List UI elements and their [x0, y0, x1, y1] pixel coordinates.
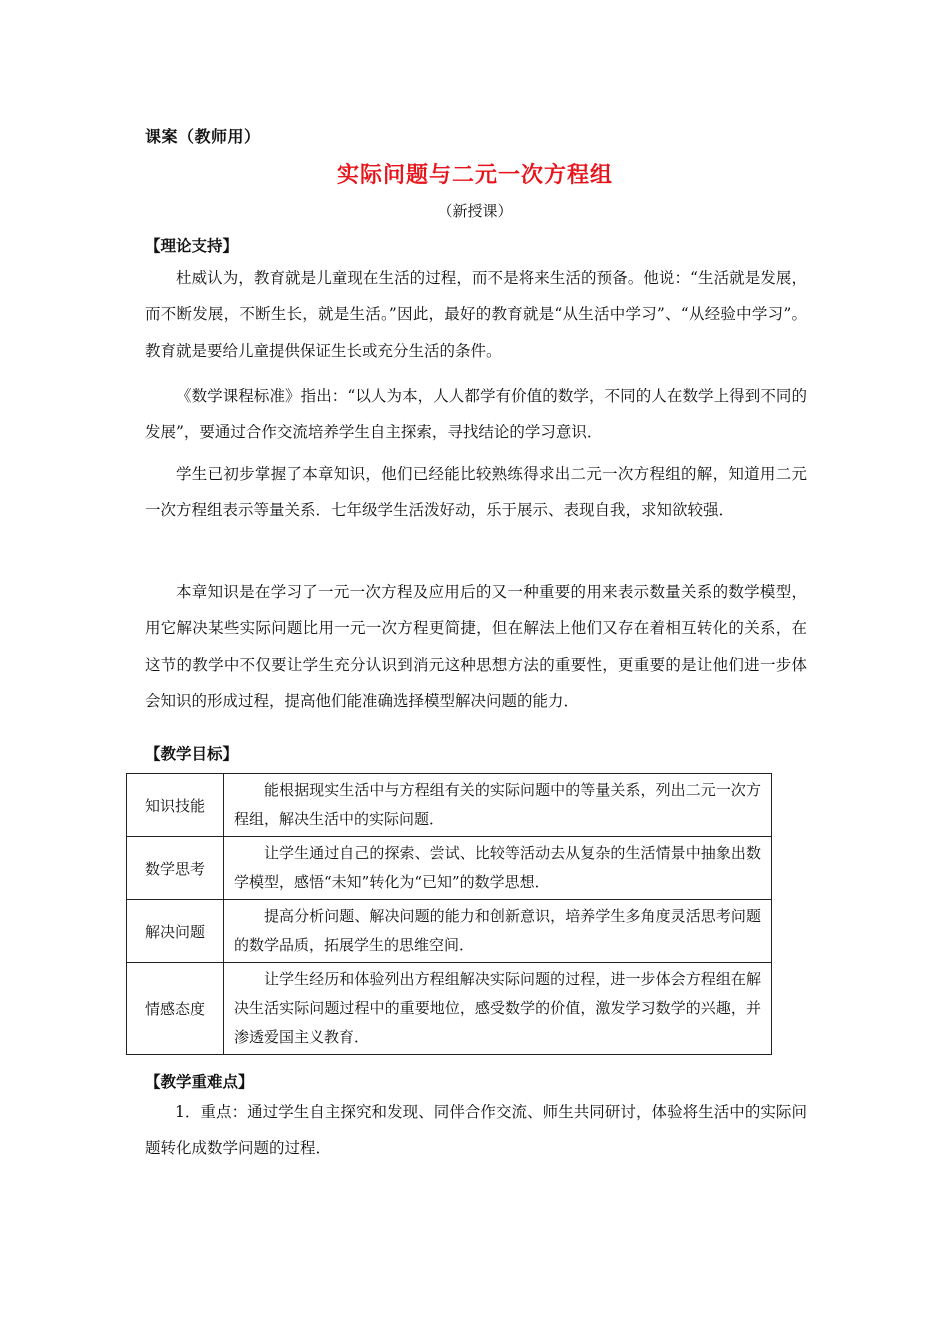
theory-paragraph: 杜威认为，教育就是儿童现在生活的过程，而不是将来生活的预备。他说：“生活就是发展，而不断发展，不断生长，就是生活。”因此，最好的教育就是“从生活中学习”、“从经验中学习”。教育就是要给儿童提供保证生长或充分生活的条件。	[145, 269, 807, 360]
table-row	[127, 837, 772, 900]
theory-paragraph: 《数学课程标准》指出：“以人为本，人人都学有价值的数学，不同的人在数学上得到不同的发展”，要通过合作交流培养学生自主探索，寻找结论的学习意识．	[145, 387, 807, 442]
goals-heading: 【教学目标】	[145, 744, 239, 763]
table-row	[127, 900, 772, 963]
goal-description: 提高分析问题、解决问题的能力和创新意识，培养学生多角度灵活思考问题的数学品质，拓展学生的思维空间．	[224, 900, 772, 963]
goal-description: 让学生经历和体验列出方程组解决实际问题的过程，进一步体会方程组在解决生活实际问题过程中的重要地位，感受数学的价值，激发学习数学的兴趣，并渗透爱国主义教育．	[224, 963, 772, 1055]
table-row	[127, 963, 772, 1055]
goal-label: 解决问题	[127, 900, 224, 963]
lesson-subtitle: （新授课）	[437, 202, 513, 220]
key-point-item: 1．重点：通过学生自主探究和发现、同伴合作交流、师生共同研讨，体验将生活中的实际问题转化成数学问题的过程．	[145, 1103, 807, 1158]
theory-paragraph: 学生已初步掌握了本章知识，他们已经能比较熟练得求出二元一次方程组的解，知道用二元一次方程组表示等量关系．七年级学生活泼好动，乐于展示、表现自我，求知欲较强．	[145, 465, 807, 520]
goal-description: 让学生通过自己的探索、尝试、比较等活动去从复杂的生活情景中抽象出数学模型，感悟“未知”转化为“已知”的数学思想．	[224, 837, 772, 900]
theory-heading: 【理论支持】	[145, 236, 239, 255]
theory-paragraph: 本章知识是在学习了一元一次方程及应用后的又一种重要的用来表示数量关系的数学模型，用它解决某些实际问题比用一元一次方程更简捷，但在解法上他们又存在着相互转化的关系，在这节的教学中不仅要让学生充分认识到消元这种思想方法的重要性，更重要的是让他们进一步体会知识的形成过程，提高他们能准确选择模型解决问题的能力．	[145, 583, 807, 710]
goal-label: 知识技能	[127, 774, 224, 837]
key-points-heading: 【教学重难点】	[145, 1072, 254, 1091]
goals-table	[126, 773, 772, 1055]
goal-label: 数学思考	[127, 837, 224, 900]
document-type-label: 课案（教师用）	[145, 127, 261, 146]
goal-label: 情感态度	[127, 963, 224, 1055]
table-row	[127, 774, 772, 837]
lesson-title: 实际问题与二元一次方程组	[336, 162, 613, 188]
goal-description: 能根据现实生活中与方程组有关的实际问题中的等量关系，列出二元一次方程组，解决生活中的实际问题．	[224, 774, 772, 837]
